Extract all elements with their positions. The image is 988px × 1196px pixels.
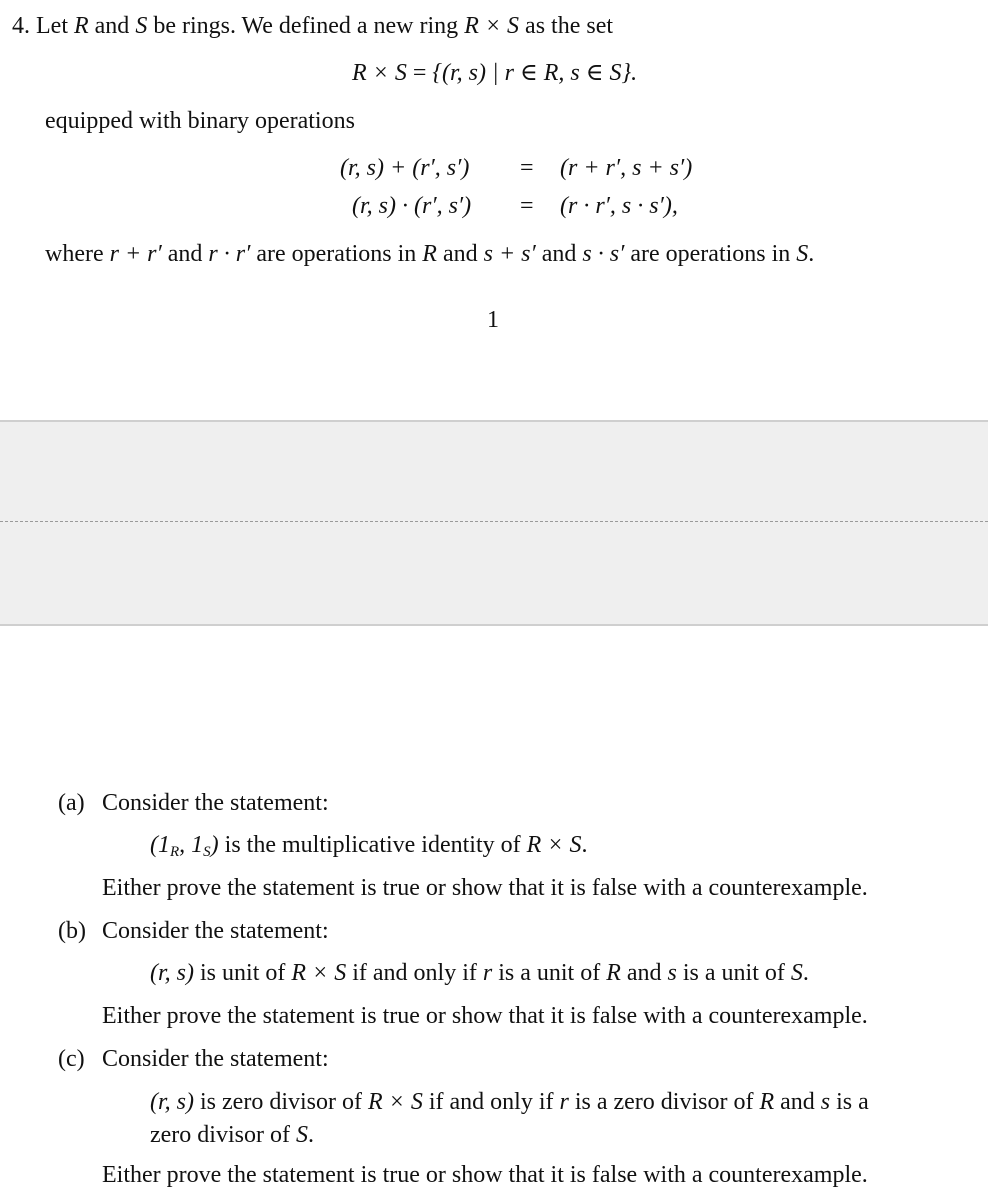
part-a-instruction: Either prove the statement is true or show that it is false with a counterexample. — [102, 875, 868, 901]
page-break-band — [0, 422, 988, 624]
where-line: where r + r′ and r · r′ are operations in R and s + s′ and s · s′ are operations in S. — [45, 241, 815, 267]
problem-number: 4. — [12, 13, 30, 39]
multiplication-rhs: (r · r′, s · s′), — [560, 193, 678, 219]
part-c-instruction: Either prove the statement is true or show that it is false with a counterexample. — [102, 1162, 868, 1188]
part-b-label: (b) — [58, 918, 86, 944]
multiplication-lhs: (r, s) · (r′, s′) — [352, 193, 472, 219]
part-c-statement-line1: (r, s) is zero divisor of R × S if and only if r is a zero divisor of R and s is a — [150, 1089, 869, 1115]
page-break-dashed-line — [0, 521, 988, 522]
multiplication-eq: = — [520, 193, 534, 219]
equipped-text: equipped with binary operations — [45, 108, 355, 134]
part-a-label: (a) — [58, 790, 85, 816]
problem-intro-line: 4. Let R and S be rings. We defined a new ring R × S as the set — [12, 13, 614, 39]
part-a-lead: Consider the statement: — [102, 790, 329, 816]
part-b-statement: (r, s) is unit of R × S if and only if r is a unit of R and s is a unit of S. — [150, 960, 809, 986]
page-number: 1 — [487, 307, 499, 333]
addition-rhs: (r + r′, s + s′) — [560, 155, 693, 181]
part-c-statement-line2: zero divisor of S. — [150, 1122, 314, 1148]
set-definition-equation: R × S = {(r, s) | r ∈ R, s ∈ S}. — [352, 60, 638, 86]
part-c-lead: Consider the statement: — [102, 1046, 329, 1072]
part-b-lead: Consider the statement: — [102, 918, 329, 944]
addition-eq: = — [520, 155, 534, 181]
page-break-bottom-line — [0, 624, 988, 626]
part-a-statement: ($1_R$, $1_S$) is the multiplicative identity of R × S. — [150, 832, 588, 860]
part-c-label: (c) — [58, 1046, 85, 1072]
addition-lhs: (r, s) + (r′, s′) — [340, 155, 470, 181]
part-b-instruction: Either prove the statement is true or show that it is false with a counterexample. — [102, 1003, 868, 1029]
